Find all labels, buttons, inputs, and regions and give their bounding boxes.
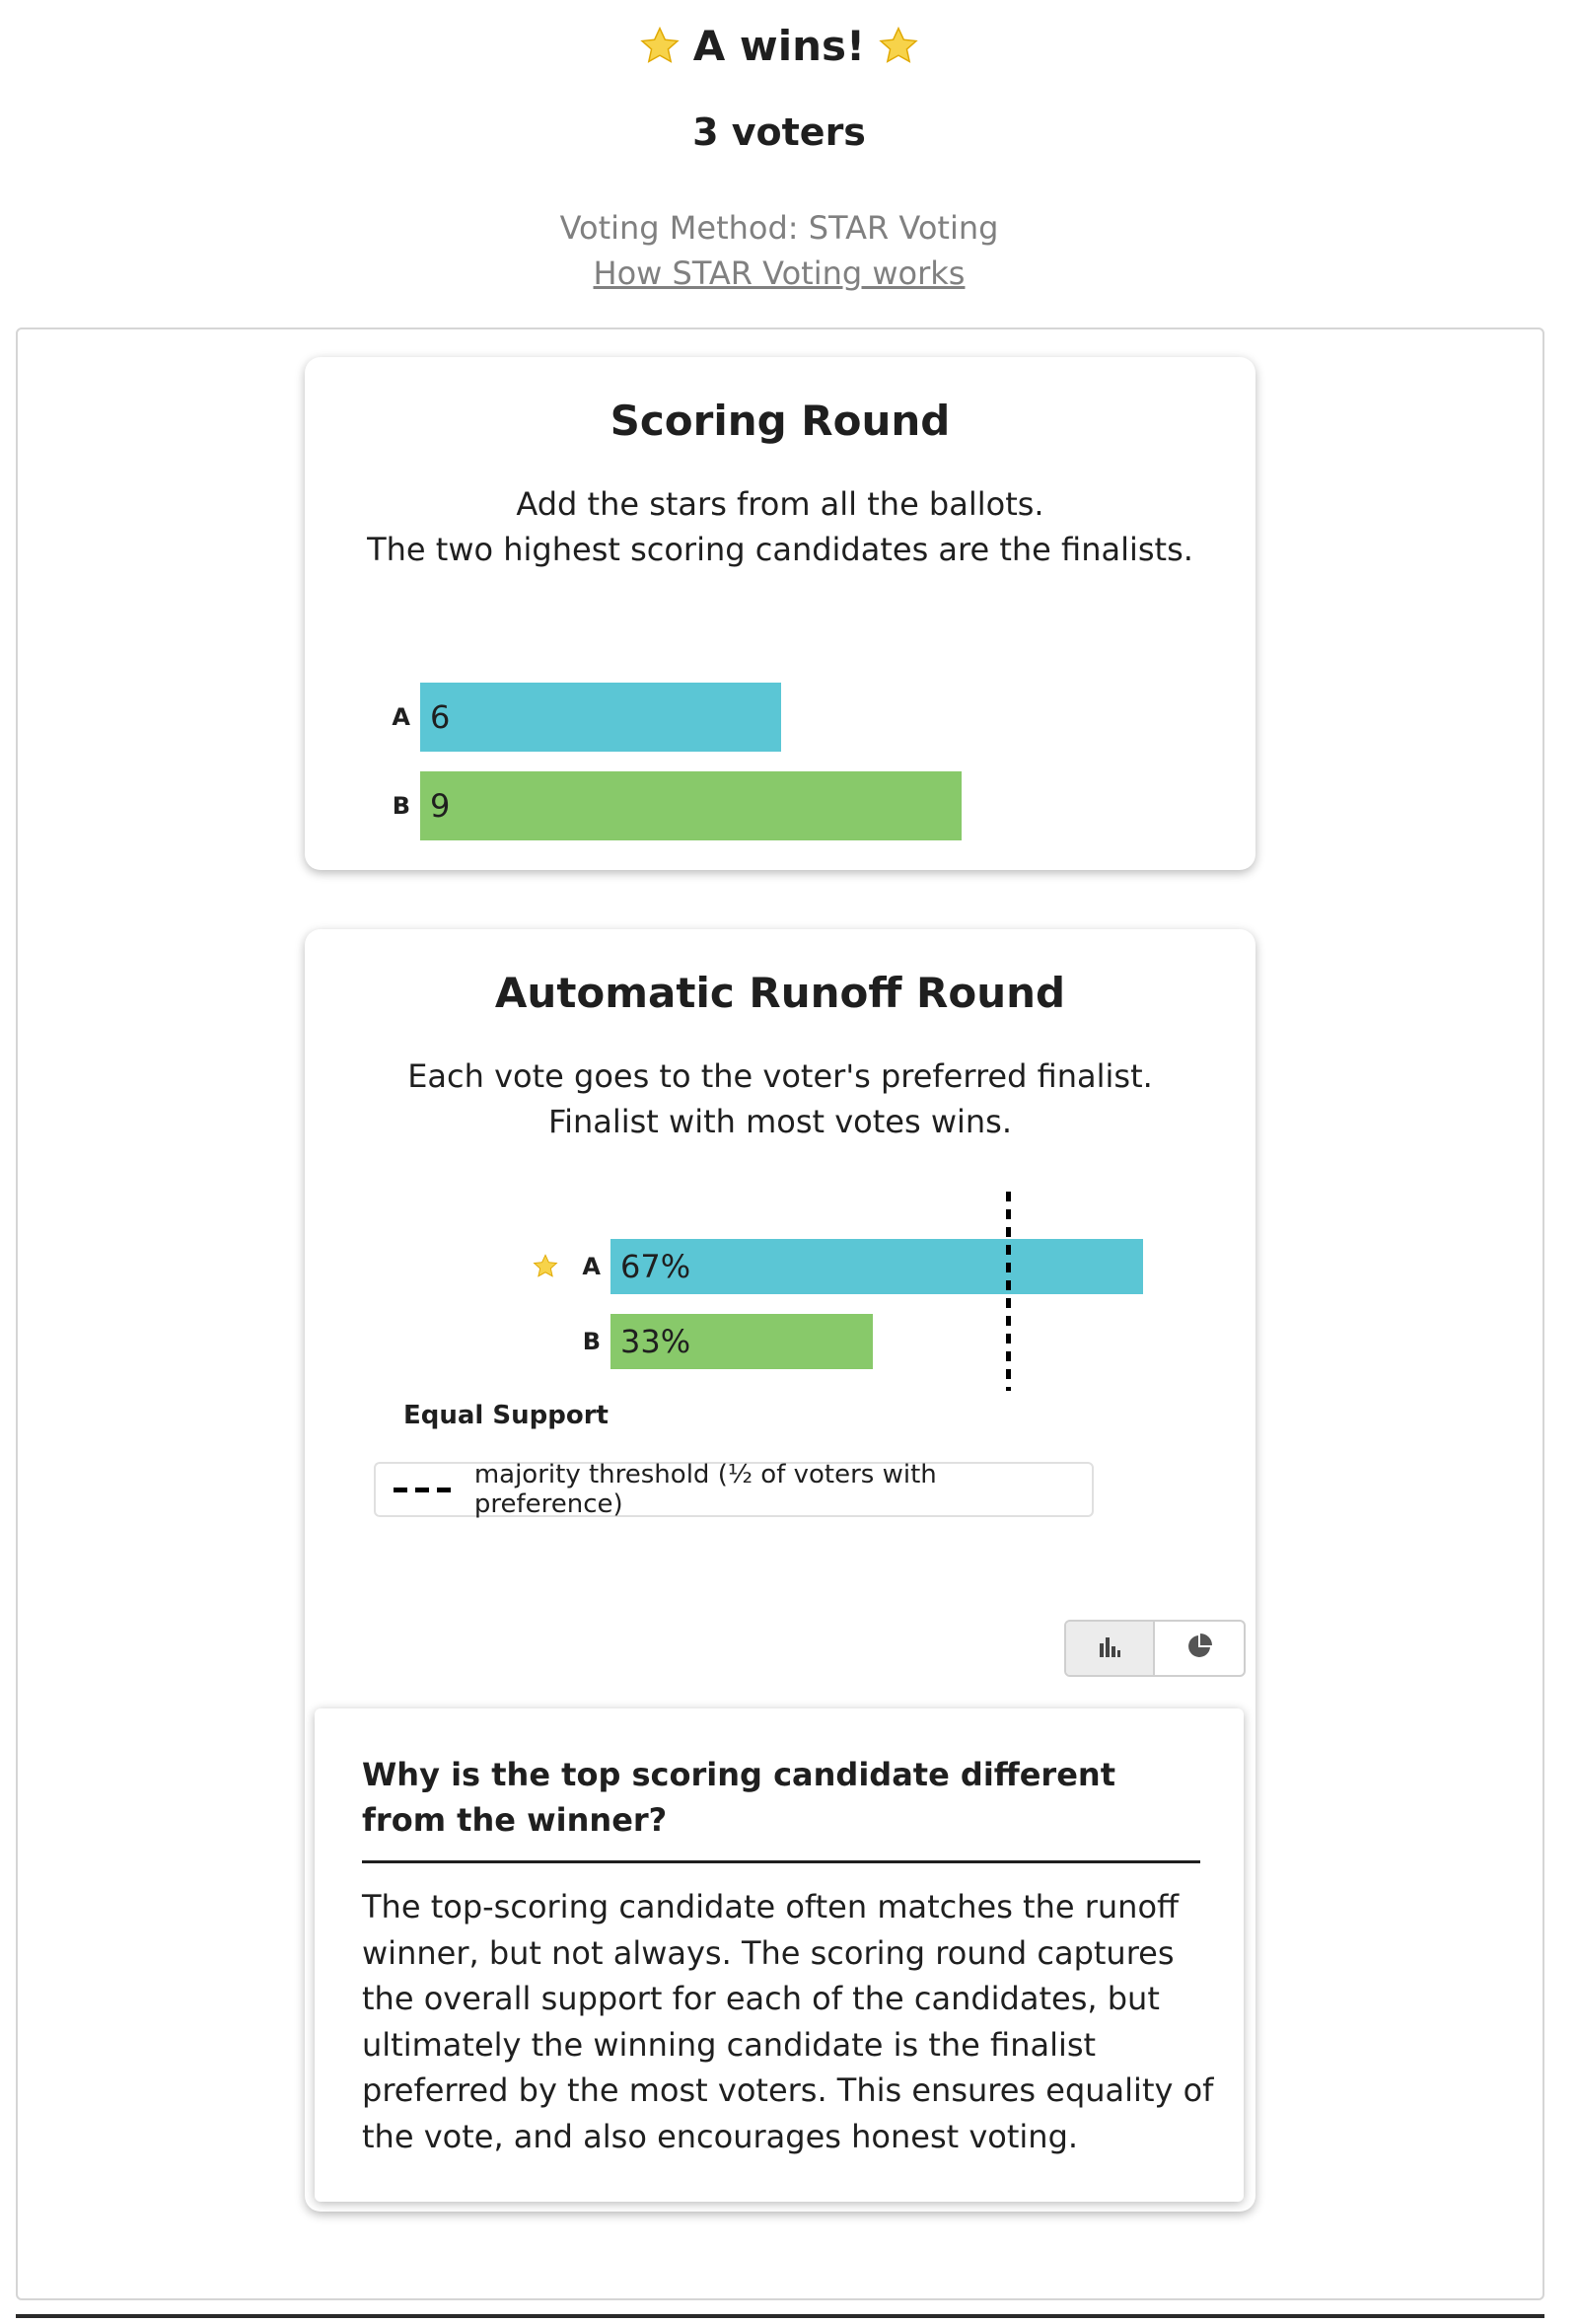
bar-value-label: 33% xyxy=(620,1323,691,1360)
chart-type-toggle xyxy=(1064,1620,1246,1677)
explanation-divider xyxy=(362,1860,1200,1863)
how-star-voting-link-wrap xyxy=(0,254,1558,292)
bar-a xyxy=(420,683,781,752)
bar-label-b: B xyxy=(582,1328,601,1355)
pie-chart-button[interactable] xyxy=(1155,1622,1244,1675)
scoring-round-desc-2: The two highest scoring candidates are the finalists. xyxy=(367,531,1193,568)
bar-value-label: 67% xyxy=(620,1248,691,1285)
dashed-line-icon xyxy=(394,1488,451,1492)
bar-label-a: A xyxy=(392,703,410,731)
winner-heading xyxy=(0,22,1558,70)
runoff-round-title: Automatic Runoff Round xyxy=(494,969,1066,1017)
bar-b xyxy=(610,1314,873,1369)
voter-count: 3 voters xyxy=(692,110,866,154)
explanation-answer: The top-scoring candidate often matches the runoff winner, but not always. The scoring round captures the overall support for each of the candidates, but ultimately the winning candidate is the finalist preferred by the most voters. This ensures equality of the vote, and also encourages honest voting. xyxy=(362,1888,1214,2155)
winner-text: A wins! xyxy=(692,22,866,70)
majority-threshold-line xyxy=(1006,1192,1011,1391)
scoring-round-desc-1: Add the stars from all the ballots. xyxy=(516,485,1044,523)
star-icon xyxy=(638,25,681,68)
threshold-legend xyxy=(374,1462,1094,1517)
bar-chart-button[interactable] xyxy=(1066,1622,1155,1675)
winner-star-icon xyxy=(532,1253,559,1284)
explanation-question: Why is the top scoring candidate different from the winner? xyxy=(362,1756,1115,1839)
bar-value-label: 9 xyxy=(430,787,451,825)
how-star-voting-link[interactable]: How STAR Voting works xyxy=(593,254,966,292)
bar-chart-icon xyxy=(1098,1635,1121,1661)
runoff-round-desc-1: Each vote goes to the voter's preferred finalist. xyxy=(407,1057,1153,1095)
explanation-box xyxy=(315,1708,1244,2202)
threshold-legend-text: majority threshold (½ of voters with preference) xyxy=(473,1460,937,1519)
scoring-round-title: Scoring Round xyxy=(610,397,951,445)
equal-support-label: Equal Support xyxy=(403,1401,609,1430)
bar-label-a: A xyxy=(582,1253,601,1280)
bar-label-b: B xyxy=(392,792,410,820)
voting-method: Voting Method: STAR Voting xyxy=(559,209,999,247)
scoring-round-card xyxy=(305,357,1255,870)
page-bottom-border xyxy=(16,2314,1544,2318)
bar-a xyxy=(610,1239,1143,1294)
star-icon xyxy=(877,25,920,68)
runoff-round-desc-2: Finalist with most votes wins. xyxy=(547,1103,1012,1140)
pie-chart-icon xyxy=(1185,1633,1213,1664)
bar-b xyxy=(420,771,962,840)
bar-value-label: 6 xyxy=(430,698,451,736)
